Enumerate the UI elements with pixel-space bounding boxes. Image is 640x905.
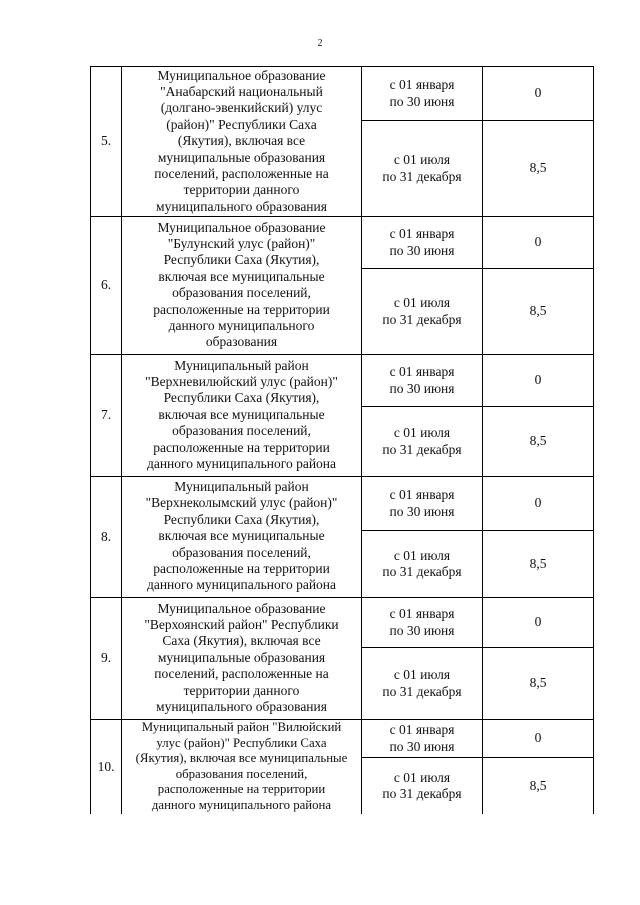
page-number: 2 <box>317 38 323 49</box>
period-first-half: с 01 января по 30 июня <box>362 67 483 121</box>
table-row <box>91 598 594 648</box>
table-row <box>91 477 594 531</box>
rate-value: 8,5 <box>483 648 594 720</box>
rate-value: 0 <box>483 598 594 648</box>
municipality-description: Муниципальное образование "Анабарский национальный (долгано-эвенкийский) улус (район)" Республики Саха (Якутия), включая все муниципальные образования поселений, расположенные на территории данного муниципального образования <box>122 67 362 217</box>
municipality-description: Муниципальный район "Верхнеколымский улус (район)" Республики Саха (Якутия), включая все муниципальные образования поселений, расположенные на территории данного муниципального района <box>122 477 362 598</box>
municipality-description: Муниципальный район "Верхневилюйский улус (район)" Республики Саха (Якутия), включая все муниципальные образования поселений, расположенные на территории данного муниципального района <box>122 355 362 477</box>
period-second-half: с 01 июля по 31 декабря <box>362 648 483 720</box>
row-number: 6. <box>91 217 122 355</box>
rate-value: 0 <box>483 217 594 269</box>
period-second-half: с 01 июля по 31 декабря <box>362 121 483 217</box>
period-second-half: с 01 июля по 31 декабря <box>362 531 483 598</box>
row-number: 10. <box>91 720 122 815</box>
row-number: 9. <box>91 598 122 720</box>
period-second-half: с 01 июля по 31 декабря <box>362 758 483 814</box>
table-row <box>91 67 594 121</box>
table-row <box>91 217 594 269</box>
period-first-half: с 01 января по 30 июня <box>362 598 483 648</box>
rate-value: 8,5 <box>483 269 594 355</box>
period-first-half: с 01 января по 30 июня <box>362 217 483 269</box>
rate-value: 8,5 <box>483 531 594 598</box>
period-first-half: с 01 января по 30 июня <box>362 477 483 531</box>
rate-value: 8,5 <box>483 407 594 477</box>
municipality-description: Муниципальный район "Вилюйский улус (район)" Республики Саха (Якутия), включая все муниципальные образования поселений, расположенные на территории данного муниципального района <box>122 720 362 815</box>
row-number: 7. <box>91 355 122 477</box>
municipality-description: Муниципальное образование "Булунский улус (район)" Республики Саха (Якутия), включая все муниципальные образования поселений, расположенные на территории данного муниципального образования <box>122 217 362 355</box>
row-number: 5. <box>91 67 122 217</box>
period-first-half: с 01 января по 30 июня <box>362 355 483 407</box>
rate-value: 8,5 <box>483 758 594 814</box>
rate-value: 0 <box>483 720 594 758</box>
rate-value: 0 <box>483 477 594 531</box>
table-row <box>91 355 594 407</box>
period-first-half: с 01 января по 30 июня <box>362 720 483 758</box>
tariff-table <box>90 66 594 814</box>
rate-value: 0 <box>483 67 594 121</box>
table-row <box>91 720 594 758</box>
period-second-half: с 01 июля по 31 декабря <box>362 269 483 355</box>
row-number: 8. <box>91 477 122 598</box>
rate-value: 0 <box>483 355 594 407</box>
municipality-description: Муниципальное образование "Верхоянский район" Республики Саха (Якутия), включая все муниципальные образования поселений, расположенные на территории данного муниципального образования <box>122 598 362 720</box>
rate-value: 8,5 <box>483 121 594 217</box>
period-second-half: с 01 июля по 31 декабря <box>362 407 483 477</box>
